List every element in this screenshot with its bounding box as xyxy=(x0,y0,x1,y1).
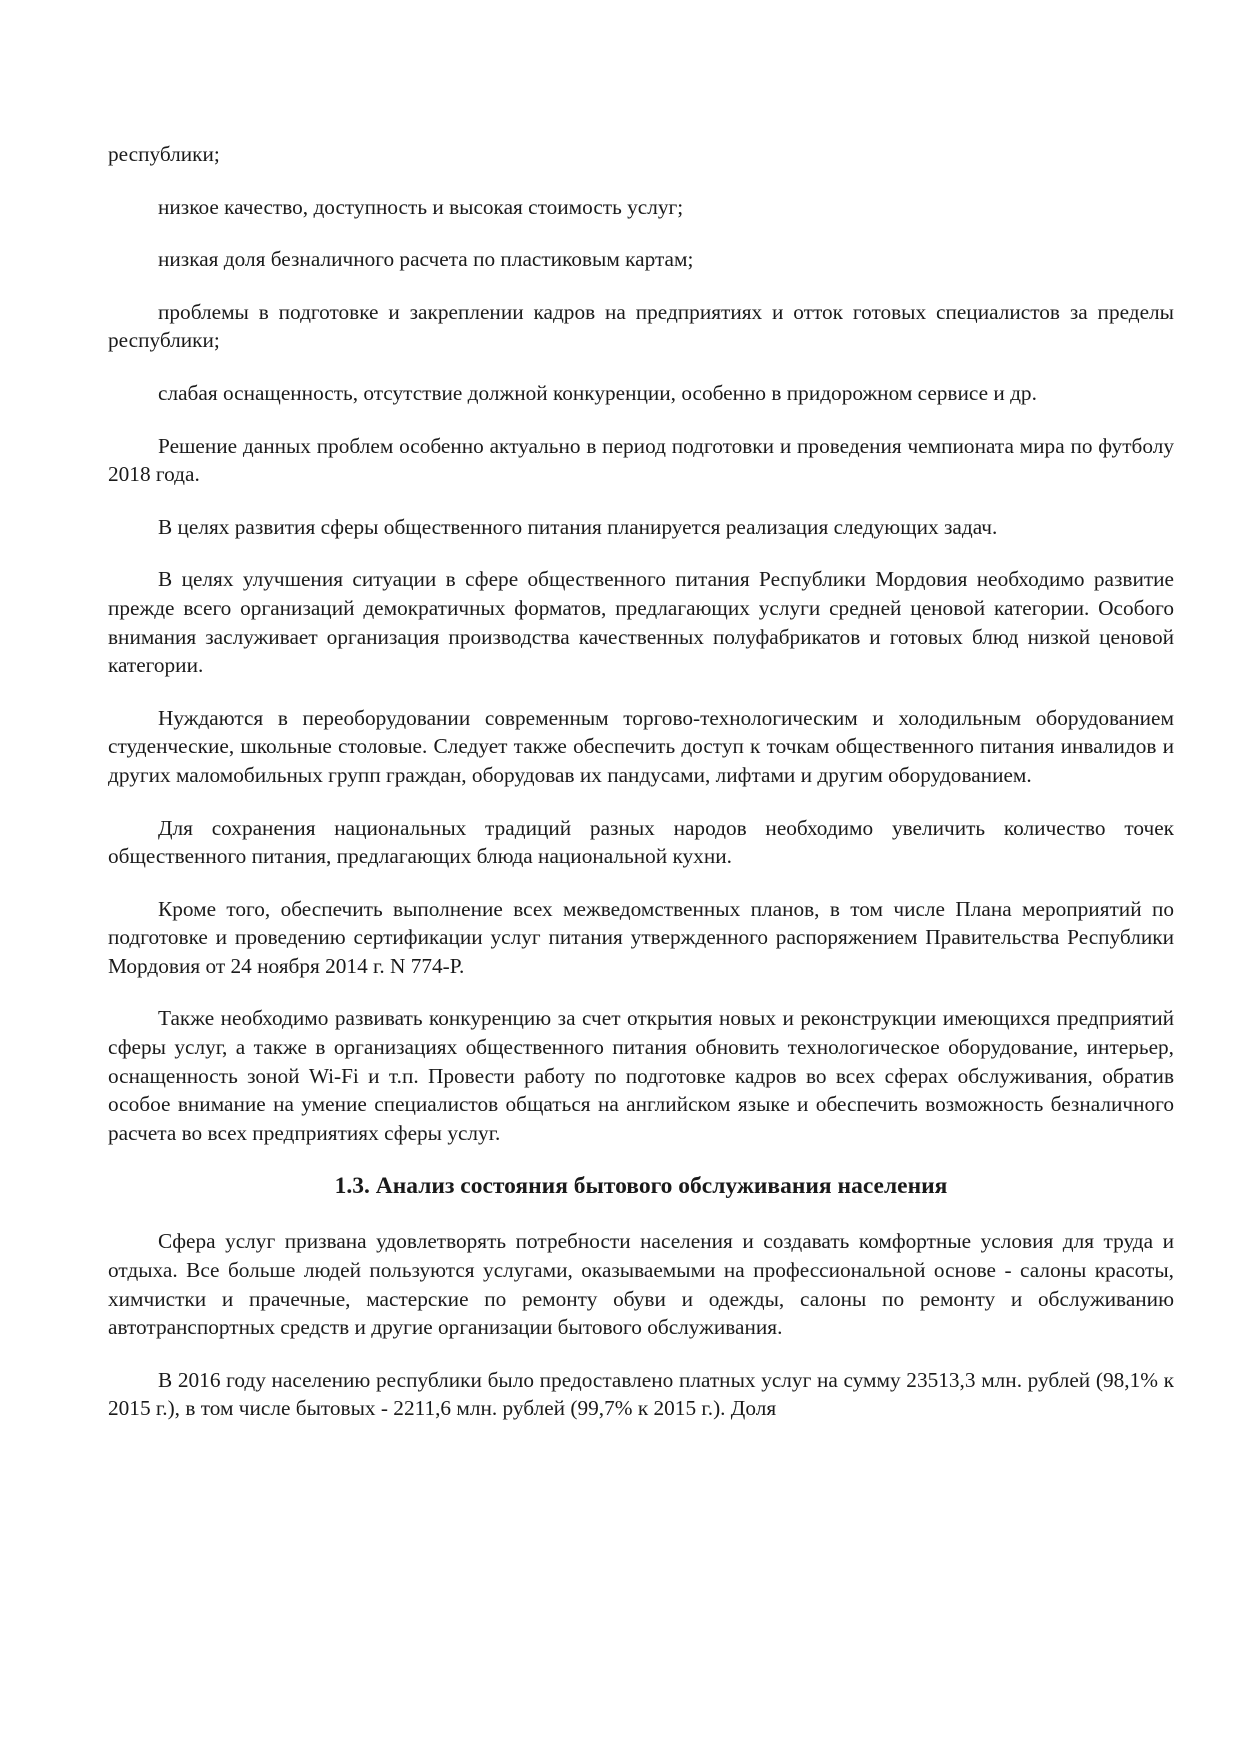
paragraph-interagency-plans: Кроме того, обеспечить выполнение всех межведомственных планов, в том числе Плана мероприятий по подготовке и проведению сертификации услуг питания утвержденного распоряжением Правительства Республики Мордовия от 24 ноября 2014 г. N 774-Р. xyxy=(108,896,1174,978)
paragraph-national-cuisine: Для сохранения национальных традиций разных народов необходимо увеличить количество точек общественного питания, предлагающих блюда национальной кухни. xyxy=(108,815,1174,869)
paragraph-competition-development: Также необходимо развивать конкуренцию за счет открытия новых и реконструкции имеющихся предприятий сферы услуг, а также в организациях общественного питания обновить технологическое оборудование, интерьер, оснащенность зоной Wi-Fi и т.п. Провести работу по подготовке кадров во всех сферах обслуживания, обратив особое внимание на умение специалистов общаться на английском языке и обеспечить возможность безналичного расчета во всех предприятиях сферы услуг. xyxy=(108,1006,1174,1145)
paragraph-low-cashless-share: низкая доля безналичного расчета по пластиковым картам; xyxy=(158,247,694,272)
paragraph-staff-problems: проблемы в подготовке и закреплении кадров на предприятиях и отток готовых специалистов за пределы республики; xyxy=(108,299,1174,353)
paragraph-democratic-formats: В целях улучшения ситуации в сфере общественного питания Республики Мордовия необходимо развитие прежде всего организаций демократичных форматов, предлагающих услуги средней ценовой категории. Особого внимания заслуживает организация производства качественных полуфабрикатов и готовых блюд низкой ценовой категории. xyxy=(108,567,1174,678)
paragraph-world-cup-2018: Решение данных проблем особенно актуально в период подготовки и проведения чемпионата мира по футболу 2018 года. xyxy=(108,433,1174,487)
paragraph-development-tasks: В целях развития сферы общественного питания планируется реализация следующих задач. xyxy=(158,514,998,539)
paragraph-canteens-reequipment: Нуждаются в переоборудовании современным торгово-технологическим и холодильным оборудованием студенческие, школьные столовые. Следует также обеспечить доступ к точкам общественного питания инвалидов и других маломобильных групп граждан, оборудовав их пандусами, лифтами и другим оборудованием. xyxy=(108,705,1174,787)
paragraph-weak-equipment: слабая оснащенность, отсутствие должной конкуренции, особенно в придорожном сервисе и др. xyxy=(158,380,1037,405)
section-heading: 1.3. Анализ состояния бытового обслуживания населения xyxy=(334,1173,948,1200)
paragraph-low-quality-services: низкое качество, доступность и высокая стоимость услуг; xyxy=(158,194,684,219)
paragraph-services-sphere: Сфера услуг призвана удовлетворять потребности населения и создавать комфортные условия для труда и отдыха. Все больше людей пользуются услугами, оказываемыми на профессиональной основе - салоны красоты, химчистки и прачечные, мастерские по ремонту обуви и одежды, салоны по ремонту и обслуживанию автотранспортных средств и другие организации бытового обслуживания. xyxy=(108,1229,1174,1340)
paragraph-republic-continuation: республики; xyxy=(108,142,220,166)
document-page xyxy=(108,140,1174,1447)
paragraph-2016-paid-services: В 2016 году населению республики было предоставлено платных услуг на сумму 23513,3 млн. рублей (98,1% к 2015 г.), в том числе бытовых - 2211,6 млн. рублей (99,7% к 2015 г.). Доля xyxy=(108,1367,1174,1421)
